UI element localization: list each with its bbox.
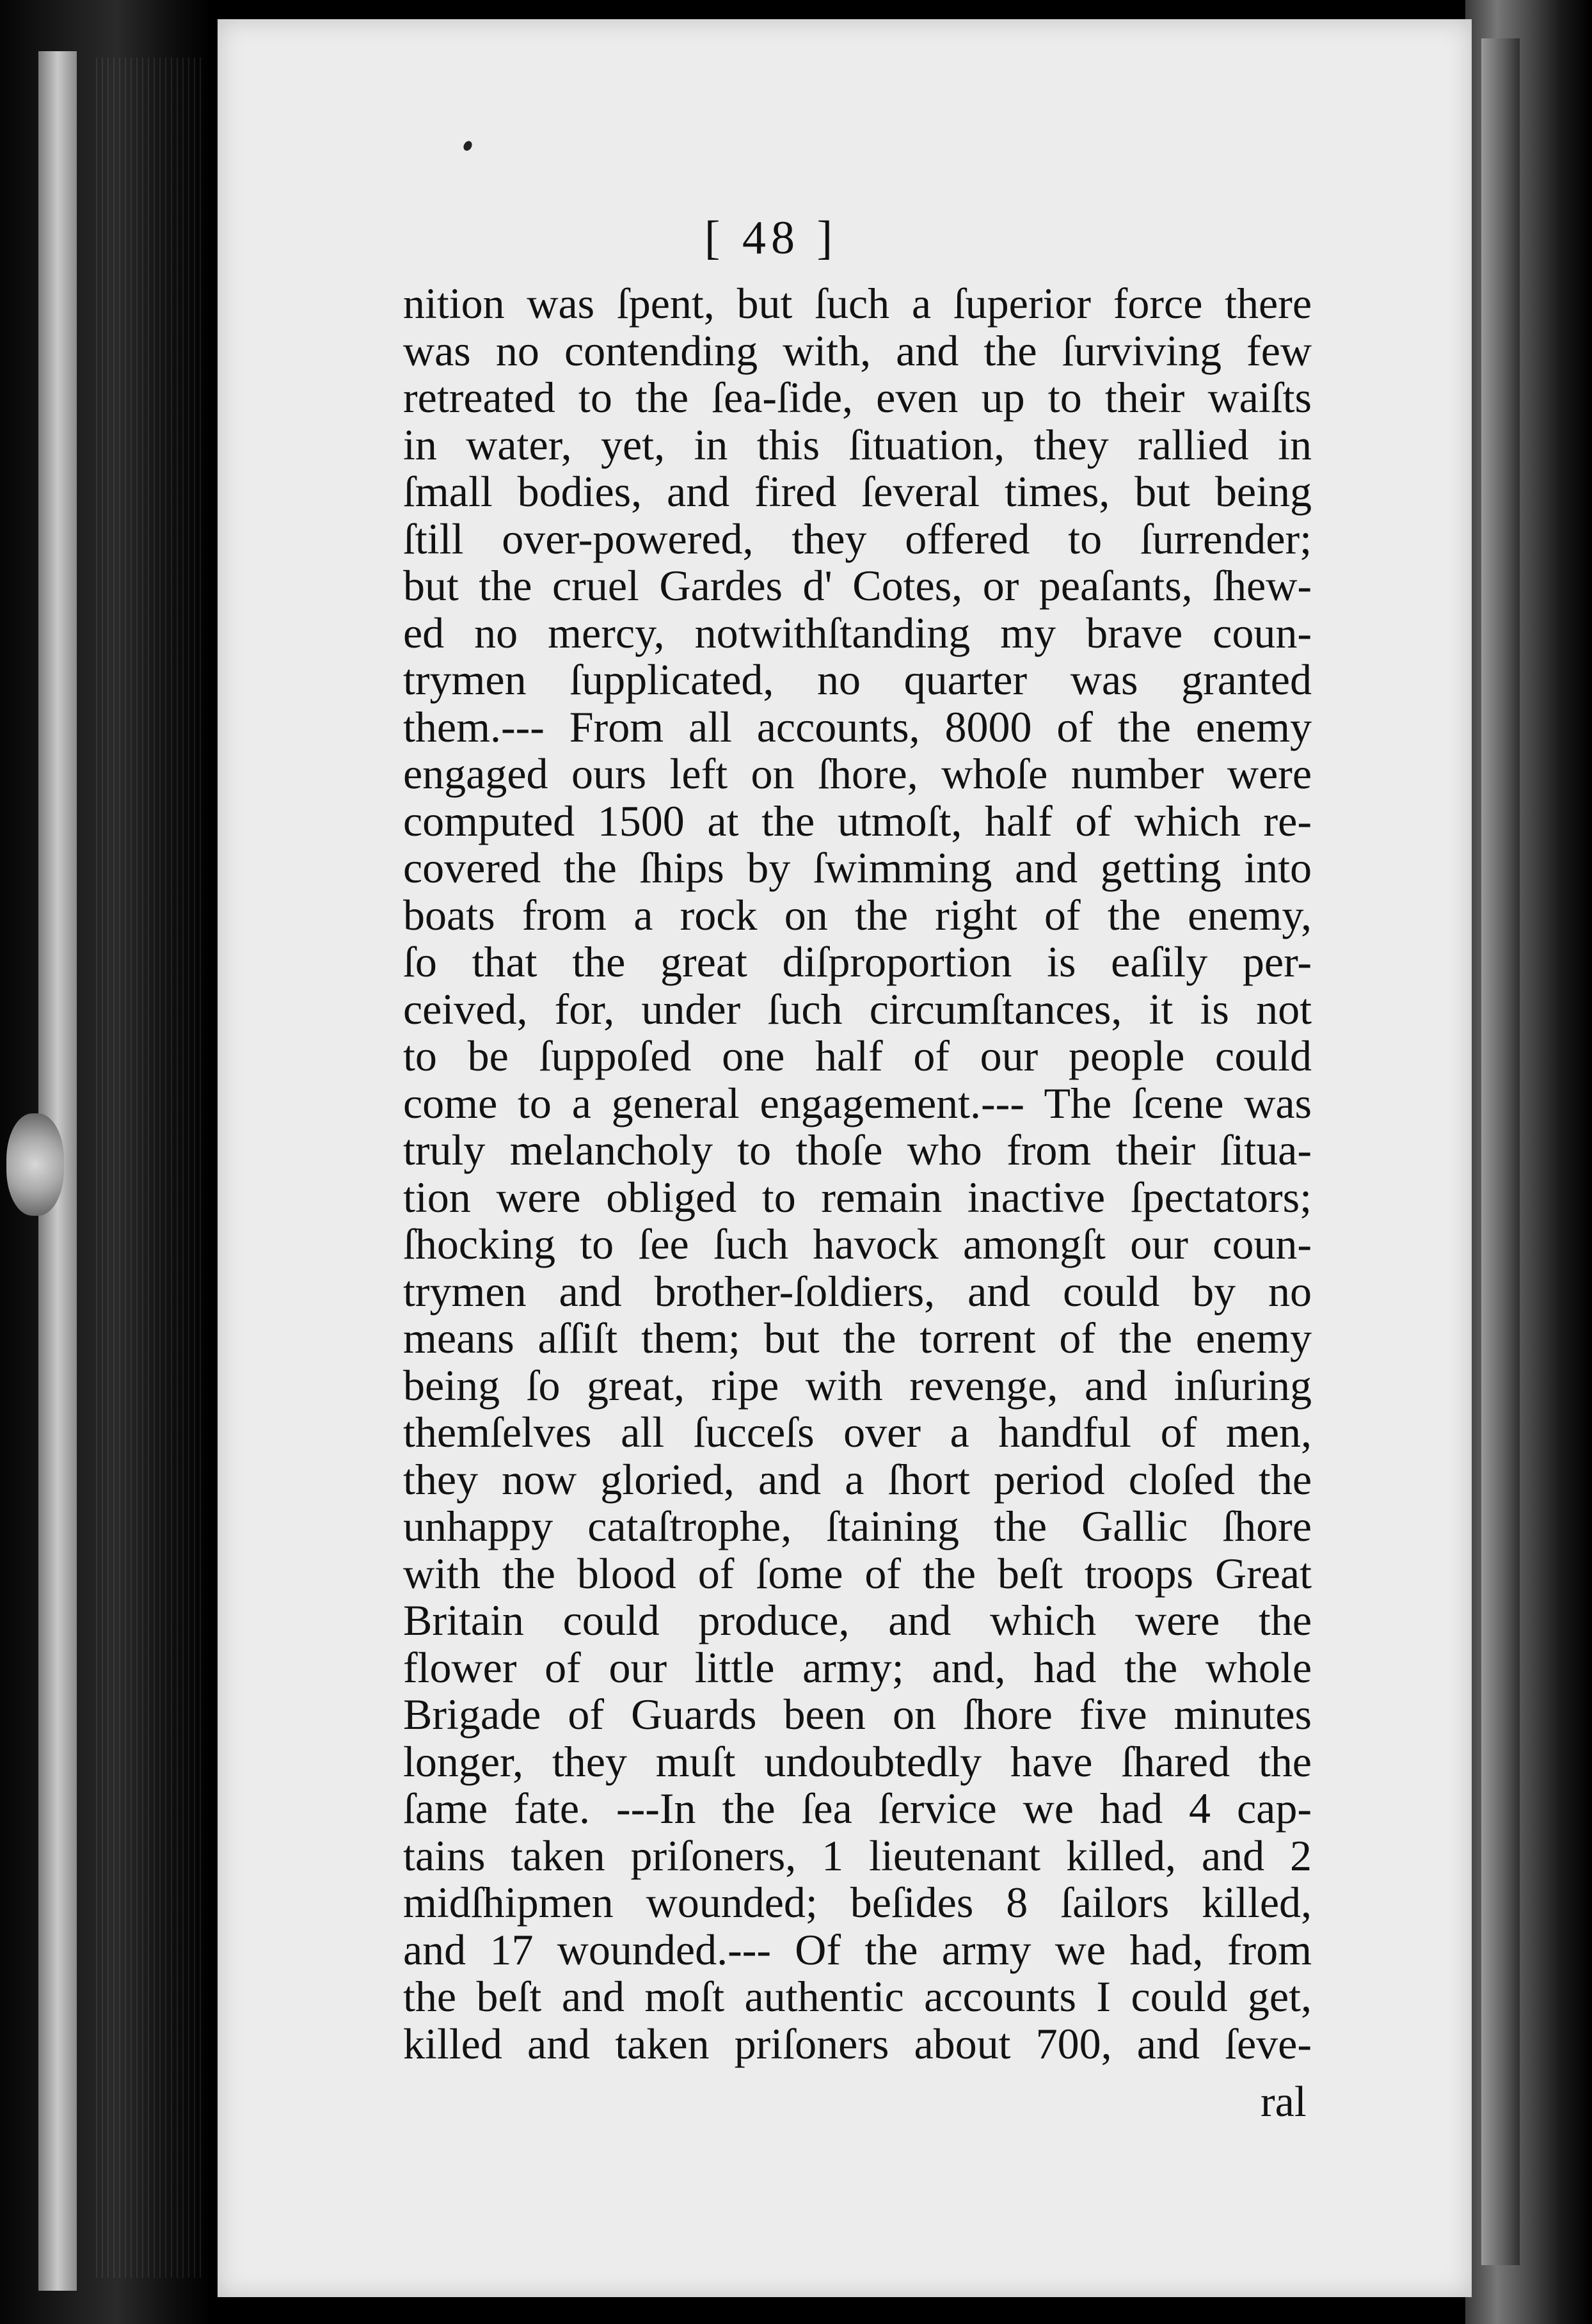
text-line: to be ſuppoſed one half of our people could (403, 1031, 1312, 1080)
body-text (403, 280, 1312, 2067)
text-line: ceived, for, under ſuch circumſtances, it is not (403, 984, 1312, 1033)
right-page-edge (1481, 38, 1520, 2265)
catchword: ral (1261, 2077, 1307, 2126)
text-line: trymen ſupplicated, no quarter was granted (403, 655, 1312, 704)
text-line: flower of our little army; and, had the whole (403, 1643, 1312, 1692)
text-line: truly melancholy to thoſe who from their ſitua- (403, 1126, 1312, 1174)
text-line: longer, they muſt undoubtedly have ſhared the (403, 1737, 1312, 1786)
page-paper (218, 19, 1472, 2297)
stacked-pages-edge (96, 58, 205, 2278)
text-line: tains taken priſoners, 1 lieutenant killed, and 2 (403, 1831, 1312, 1880)
text-line: ed no mercy, notwithſtanding my brave coun- (403, 608, 1312, 657)
text-line: and 17 wounded.--- Of the army we had, from (403, 1925, 1312, 1974)
text-line: ſmall bodies, and fired ſeveral times, but being (403, 467, 1312, 516)
text-line: themſelves all ſucceſs over a handful of men, (403, 1408, 1312, 1456)
text-line: killed and taken priſoners about 700, and ſeve- (403, 2019, 1312, 2068)
text-line: them.--- From all accounts, 8000 of the enemy (403, 702, 1312, 751)
text-line: in water, yet, in this ſituation, they rallied in (403, 420, 1312, 469)
text-line: ſhocking to ſee ſuch havock amongſt our coun- (403, 1220, 1312, 1268)
text-line: computed 1500 at the utmoſt, half of which re- (403, 796, 1312, 845)
text-line: tion were obliged to remain inactive ſpectators; (403, 1172, 1312, 1222)
text-line: was no contending with, and the ſurviving few (403, 326, 1312, 375)
text-line: but the cruel Gardes d' Cotes, or peaſants, ſhew- (403, 561, 1312, 610)
text-line: they now gloried, and a ſhort period cloſed the (403, 1454, 1312, 1504)
text-line: with the blood of ſome of the beſt troops Great (403, 1548, 1312, 1598)
text-line: come to a general engagement.--- The ſcene was (403, 1078, 1312, 1127)
text-line: Britain could produce, and which were the (403, 1596, 1312, 1644)
left-margin-blot (6, 1113, 64, 1216)
page-number-header: [ 48 ] (704, 212, 838, 264)
text-line: nition was ſpent, but ſuch a ſuperior force there (403, 279, 1312, 328)
text-line: boats from a rock on the right of the enemy, (403, 890, 1312, 939)
text-line: ſtill over-powered, they offered to ſurrender; (403, 514, 1312, 563)
text-line: trymen and brother-ſoldiers, and could by no (403, 1266, 1312, 1316)
text-line: Brigade of Guards been on ſhore five minutes (403, 1690, 1312, 1739)
text-line: ſo that the great diſproportion is eaſily per- (403, 937, 1312, 986)
text-line: means aſſiſt them; but the torrent of the enemy (403, 1314, 1312, 1362)
text-line: midſhipmen wounded; beſides 8 ſailors killed, (403, 1878, 1312, 1927)
text-line: unhappy cataſtrophe, ſtaining the Gallic ſhore (403, 1502, 1312, 1550)
text-line: retreated to the ſea-ſide, even up to their waiſts (403, 373, 1312, 422)
ink-speck (462, 139, 474, 152)
text-line: the beſt and moſt authentic accounts I could get, (403, 1972, 1312, 2021)
text-line: covered the ſhips by ſwimming and getting into (403, 843, 1312, 892)
text-line: engaged ours left on ſhore, whoſe number were (403, 749, 1312, 798)
text-line: ſame fate. ---In the ſea ſervice we had 4 cap- (403, 1784, 1312, 1833)
text-line: being ſo great, ripe with revenge, and inſuring (403, 1360, 1312, 1410)
